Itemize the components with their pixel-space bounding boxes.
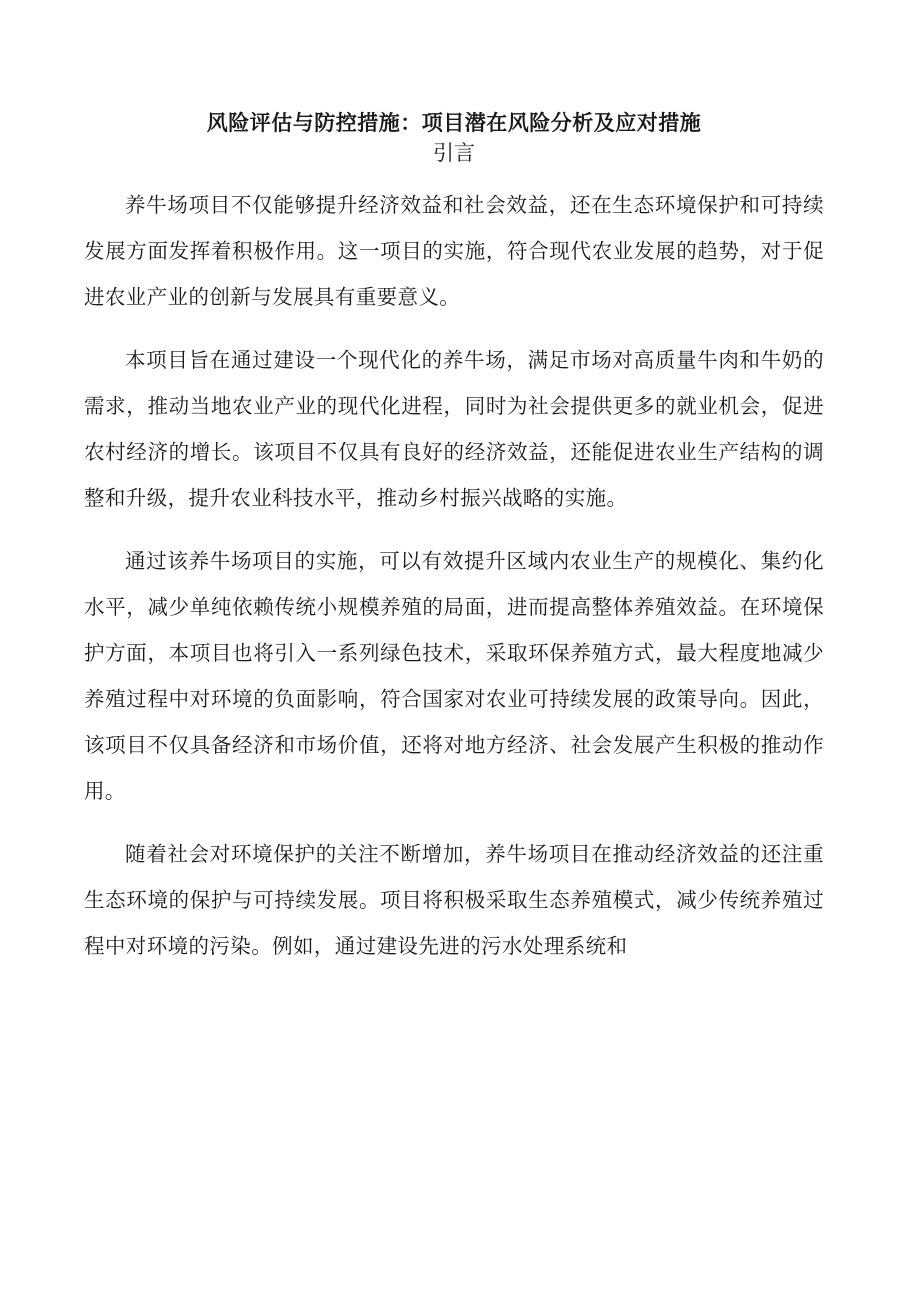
section-heading: 引言 bbox=[433, 141, 475, 165]
paragraph-2: 本项目旨在通过建设一个现代化的养牛场，满足市场对高质量牛肉和牛奶的需求，推动当地农业产业的现代化进程，同时为社会提供更多的就业机会，促进农村经济的增长。该项目不仅具有良好的经济效益，还能促进农业生产结构的调整和升级，提升农业科技水平，推动乡村振兴战略的实施。 bbox=[84, 348, 824, 510]
paragraph-4: 随着社会对环境保护的关注不断增加，养牛场项目在推动经济效益的还注重生态环境的保护与可持续发展。项目将积极采取生态养殖模式，减少传统养殖过程中对环境的污染。例如，通过建设先进的污水处理系统和 bbox=[84, 842, 824, 958]
document-title: 风险评估与防控措施：项目潜在风险分析及应对措施 bbox=[206, 110, 702, 135]
paragraph-3: 通过该养牛场项目的实施，可以有效提升区域内农业生产的规模化、集约化水平，减少单纯依赖传统小规模养殖的局面，进而提高整体养殖效益。在环境保护方面，本项目也将引入一系列绿色技术，采取环保养殖方式，最大程度地减少养殖过程中对环境的负面影响，符合国家对农业可持续发展的政策导向。因此，该项目不仅具备经济和市场价值，还将对地方经济、社会发展产生积极的推动作用。 bbox=[84, 549, 824, 803]
paragraph-1: 养牛场项目不仅能够提升经济效益和社会效益，还在生态环境保护和可持续发展方面发挥着积极作用。这一项目的实施，符合现代农业发展的趋势，对于促进农业产业的创新与发展具有重要意义。 bbox=[84, 193, 824, 309]
